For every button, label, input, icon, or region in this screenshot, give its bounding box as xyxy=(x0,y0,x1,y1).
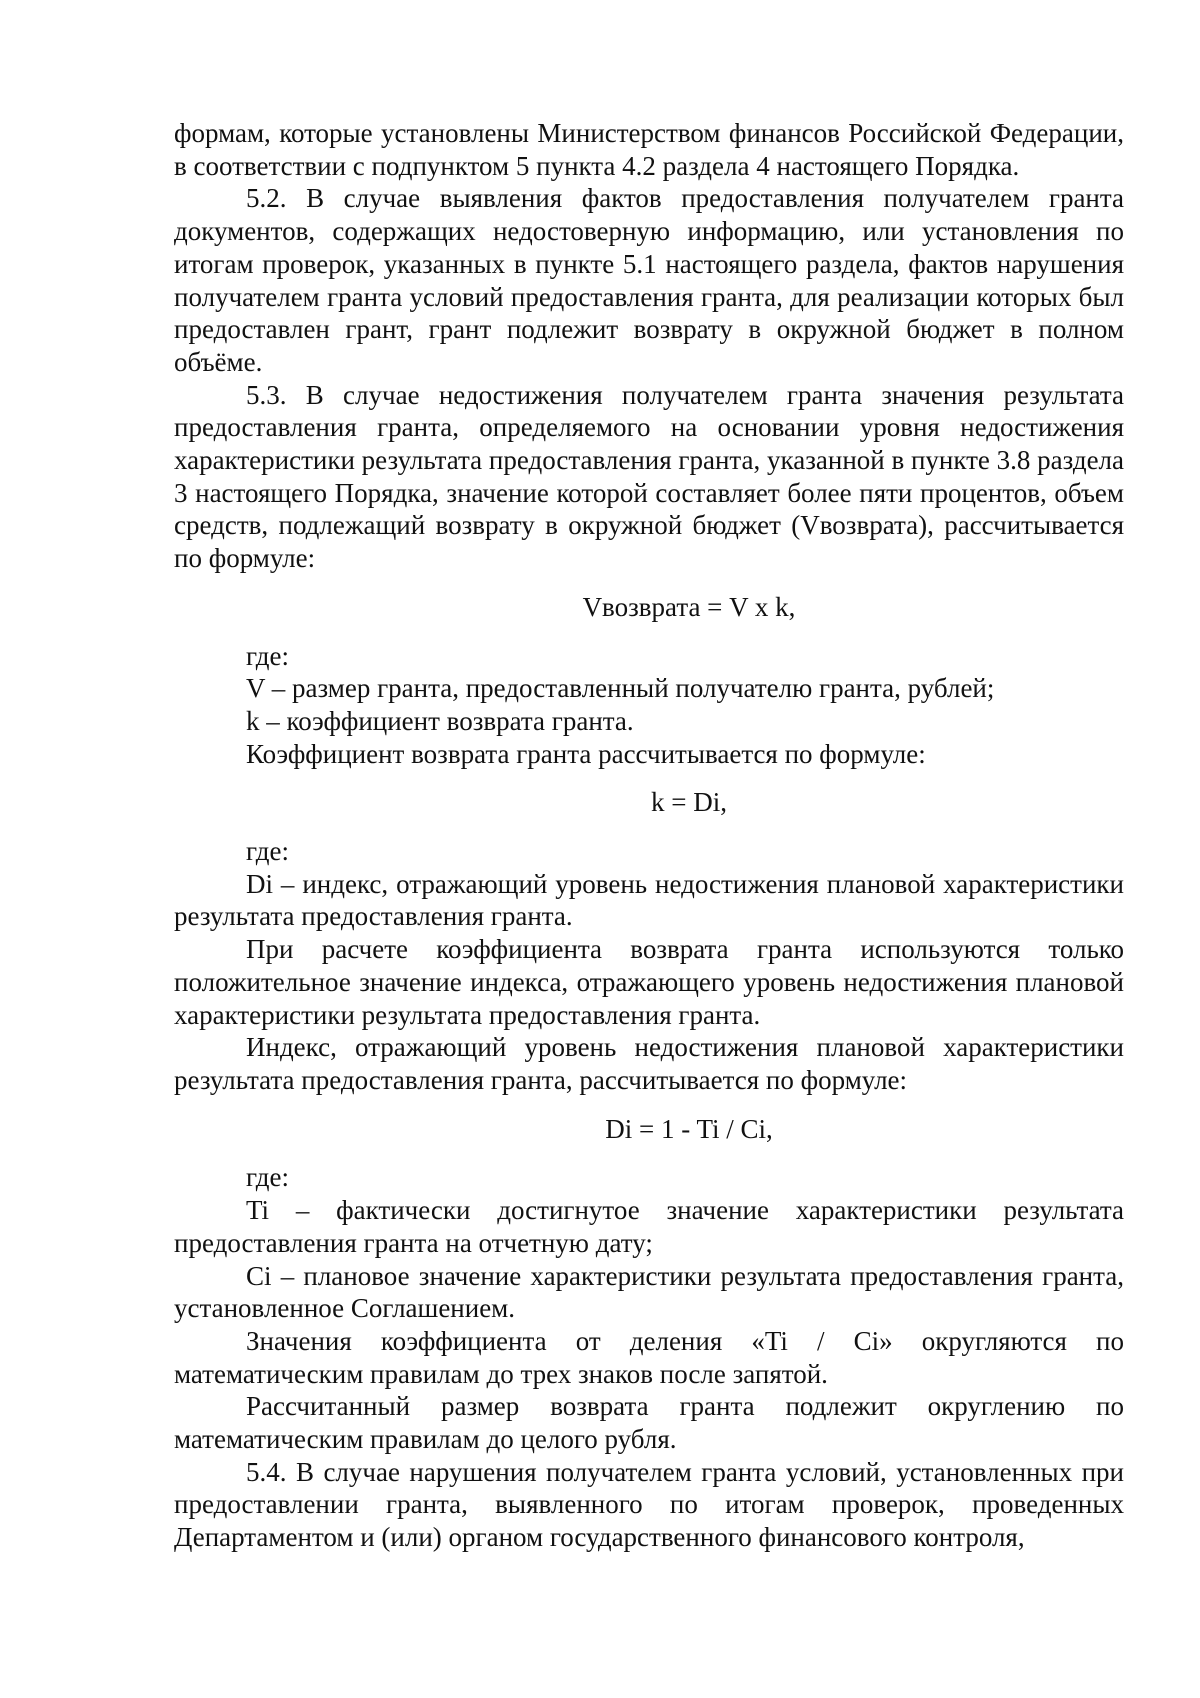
where-label-2: где: xyxy=(246,836,289,867)
paragraph-continuation: формам, которые установлены Министерством финансов Российской Федерации, в соответствии с подпунктом 5 пункта 4.2 раздела 4 настоящего Порядка. xyxy=(174,118,1124,181)
paragraph-index-formula-intro: Индекс, отражающий уровень недостижения плановой характеристики результата предоставления гранта, рассчитывается по формуле: xyxy=(174,1032,1124,1095)
paragraph-positive-index: При расчете коэффициента возврата гранта используются только положительное значение индекса, отражающего уровень недостижения плановой характеристики результата предоставления гранта. xyxy=(174,934,1124,1030)
definition-ci: Ci – плановое значение характеристики результата предоставления гранта, установленное Соглашением. xyxy=(174,1260,1124,1324)
document-page xyxy=(174,117,1124,1554)
paragraph-5-2: 5.2. В случае выявления фактов предоставления получателем гранта документов, содержащих недостоверную информацию, или установления по итогам проверок, указанных в пункте 5.1 настоящего раздела, фактов нарушения получателем гранта условий предоставления гранта, для реализации которых был предоставлен грант, грант подлежит возврату в окружной бюджет в полном объёме. xyxy=(174,183,1124,377)
coefficient-intro: Коэффициент возврата гранта рассчитывается по формуле: xyxy=(246,738,926,769)
definition-v: V – размер гранта, предоставленный получателю гранта, рублей; xyxy=(246,673,995,704)
formula-coefficient: k = Di, xyxy=(651,787,727,818)
definition-di: Di – индекс, отражающий уровень недостижения плановой характеристики результата предоставления гранта. xyxy=(174,868,1124,932)
definition-ti: Ti – фактически достигнутое значение характеристики результата предоставления гранта на отчетную дату; xyxy=(174,1195,1124,1258)
formula-return-amount: Vвозврата = V x k, xyxy=(582,591,796,622)
paragraph-rounding-ratio: Значения коэффициента от деления «Ti / Ci» округляются по математическим правилам до трех знаков после запятой. xyxy=(174,1325,1124,1389)
paragraph-5-4: 5.4. В случае нарушения получателем гранта условий, установленных при предоставлении гранта, выявленного по итогам проверок, проведенных Департаментом и (или) органом государственного финансового контроля, xyxy=(174,1456,1124,1553)
paragraph-5-3: 5.3. В случае недостижения получателем гранта значения результата предоставления гранта, определяемого на основании уровня недостижения характеристики результата предоставления гранта, указанной в пункте 3.8 раздела 3 настоящего Порядка, значение которой составляет более пяти процентов, объем средств, подлежащий возврату в окружной бюджет (Vвозврата), рассчитывается по формуле: xyxy=(174,379,1125,574)
paragraph-rounding-amount: Рассчитанный размер возврата гранта подлежит округлению по математическим правилам до целого рубля. xyxy=(174,1391,1124,1455)
definition-k: k – коэффициент возврата гранта. xyxy=(246,705,634,736)
where-label-3: где: xyxy=(246,1162,289,1193)
where-label-1: где: xyxy=(246,640,289,671)
formula-index: Di = 1 - Ti / Ci, xyxy=(605,1113,773,1144)
